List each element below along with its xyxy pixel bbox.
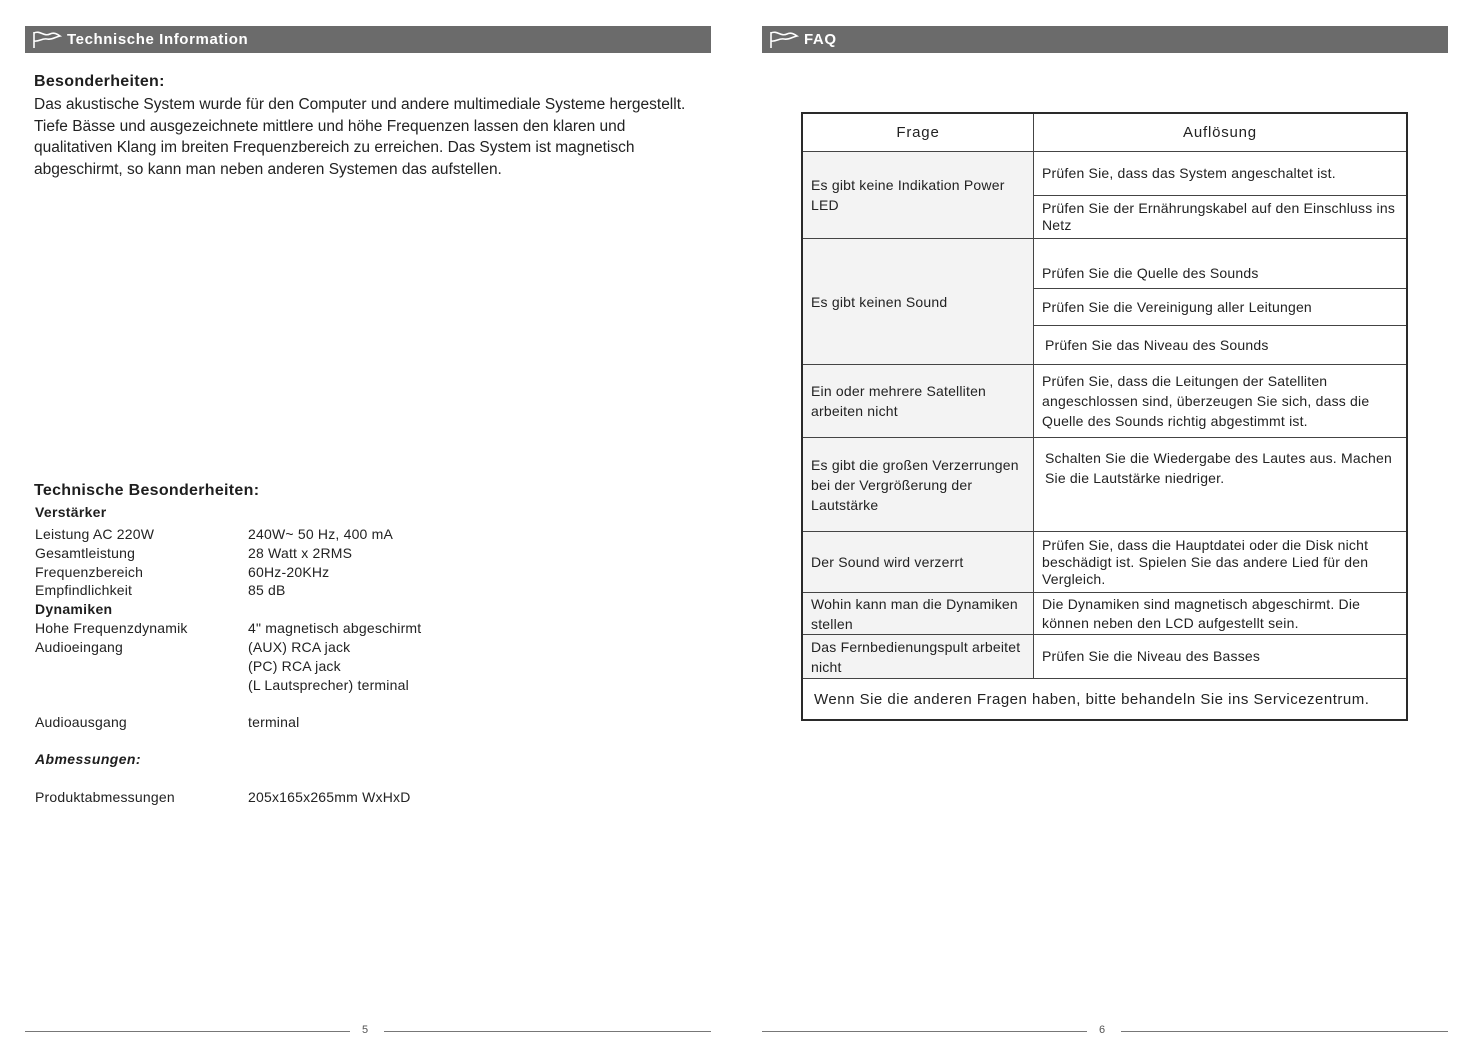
spec-value: 4" magnetisch abgeschirmt bbox=[248, 620, 422, 636]
answer-cell: Prüfen Sie, dass die Leitungen der Satelliten angeschlossen sind, überzeugen Sie sich, dass die Quelle des Sounds richtig abgestimmt ist. bbox=[1034, 365, 1408, 438]
spec-label: Frequenzbereich bbox=[35, 564, 144, 580]
answer-cell: Prüfen Sie das Niveau des Sounds bbox=[1034, 326, 1408, 365]
table-row bbox=[802, 239, 1407, 289]
table-footer-row bbox=[802, 679, 1407, 721]
spec-label: Gesamtleistung bbox=[35, 545, 136, 561]
spec-label: Hohe Frequenzdynamik bbox=[35, 620, 188, 636]
answer-cell: Prüfen Sie die Niveau des Basses bbox=[1034, 635, 1408, 679]
table-header-row bbox=[802, 113, 1407, 152]
spec-value: 60Hz-20KHz bbox=[248, 564, 330, 580]
spec-value: (AUX) RCA jack bbox=[248, 639, 351, 655]
faq-table bbox=[801, 112, 1408, 721]
spec-label: Audioausgang bbox=[35, 714, 127, 730]
answer-cell: Prüfen Sie die Quelle des Sounds bbox=[1034, 239, 1408, 289]
header-bar-faq bbox=[762, 26, 1448, 53]
question-cell: Ein oder mehrere Satelliten arbeiten nicht bbox=[802, 365, 1034, 438]
amplifier-heading: Verstärker bbox=[35, 504, 107, 520]
answer-cell: Prüfen Sie der Ernährungskabel auf den Einschluss ins Netz bbox=[1034, 196, 1408, 239]
column-header-question: Frage bbox=[802, 113, 1034, 152]
dimensions-heading: Abmessungen: bbox=[35, 751, 141, 767]
spec-label: Audioeingang bbox=[35, 639, 124, 655]
page-number: 5 bbox=[362, 1024, 369, 1036]
answer-cell: Die Dynamiken sind magnetisch abgeschirmt. Die können neben den LCD aufgestellt sein. bbox=[1034, 593, 1408, 635]
header-bar-technical bbox=[25, 26, 711, 53]
intro-heading: Besonderheiten: bbox=[34, 73, 165, 90]
spec-label: Produktabmessungen bbox=[35, 789, 175, 805]
spec-value: (PC) RCA jack bbox=[248, 658, 341, 674]
spec-value: 85 dB bbox=[248, 582, 286, 598]
speakers-heading: Dynamiken bbox=[35, 601, 113, 617]
table-row bbox=[802, 532, 1407, 593]
answer-cell: Schalten Sie die Wiedergabe des Lautes aus. Machen Sie die Lautstärke niedriger. bbox=[1034, 438, 1408, 532]
header-title: Technische Information bbox=[67, 31, 249, 48]
question-cell: Der Sound wird verzerrt bbox=[802, 532, 1034, 593]
footer-divider bbox=[1121, 1031, 1448, 1032]
tech-heading: Technische Besonderheiten: bbox=[34, 482, 260, 499]
question-cell: Es gibt keine Indikation Power LED bbox=[802, 152, 1034, 239]
header-title: FAQ bbox=[804, 31, 837, 48]
spec-value: (L Lautsprecher) terminal bbox=[248, 677, 409, 693]
footer-note: Wenn Sie die anderen Fragen haben, bitte behandeln Sie ins Servicezentrum. bbox=[802, 679, 1407, 721]
flag-icon bbox=[31, 30, 63, 50]
spec-value: terminal bbox=[248, 714, 300, 730]
spec-value: 205x165x265mm WxHxD bbox=[248, 789, 411, 805]
table-row bbox=[802, 593, 1407, 635]
spec-value: 28 Watt x 2RMS bbox=[248, 545, 353, 561]
table-row bbox=[802, 438, 1407, 532]
spec-label: Leistung AC 220W bbox=[35, 526, 155, 542]
answer-cell: Prüfen Sie, dass das System angeschaltet ist. bbox=[1034, 152, 1408, 196]
flag-icon bbox=[768, 30, 800, 50]
question-cell: Es gibt die großen Verzerrungen bei der Vergrößerung der Lautstärke bbox=[802, 438, 1034, 532]
intro-text: Das akustische System wurde für den Computer und andere multimediale Systeme hergestellt. Tiefe Bässe und ausgezeichnete mittlere und höhe Frequenzen lassen den klaren und qualitativen Klang im breiten Frequenzbereich zu erreichen. Das System ist magnetisch abgeschirmt, so kann man neben anderen Systemen das aufstellen. bbox=[34, 96, 686, 178]
answer-cell: Prüfen Sie die Vereinigung aller Leitungen bbox=[1034, 289, 1408, 326]
table-row bbox=[802, 365, 1407, 438]
table-row bbox=[802, 152, 1407, 196]
footer-divider bbox=[762, 1031, 1087, 1032]
column-header-answer: Auflösung bbox=[1034, 113, 1408, 152]
spec-value: 240W~ 50 Hz, 400 mA bbox=[248, 526, 394, 542]
question-cell: Das Fernbedienungspult arbeitet nicht bbox=[802, 635, 1034, 679]
footer-divider bbox=[25, 1031, 350, 1032]
question-cell: Wohin kann man die Dynamiken stellen bbox=[802, 593, 1034, 635]
page-number: 6 bbox=[1099, 1024, 1106, 1036]
table-row bbox=[802, 635, 1407, 679]
footer-divider bbox=[384, 1031, 711, 1032]
spec-label: Empfindlichkeit bbox=[35, 582, 133, 598]
question-cell: Es gibt keinen Sound bbox=[802, 239, 1034, 365]
answer-cell: Prüfen Sie, dass die Hauptdatei oder die Disk nicht beschädigt ist. Spielen Sie das andere Lied für den Vergleich. bbox=[1034, 532, 1408, 593]
